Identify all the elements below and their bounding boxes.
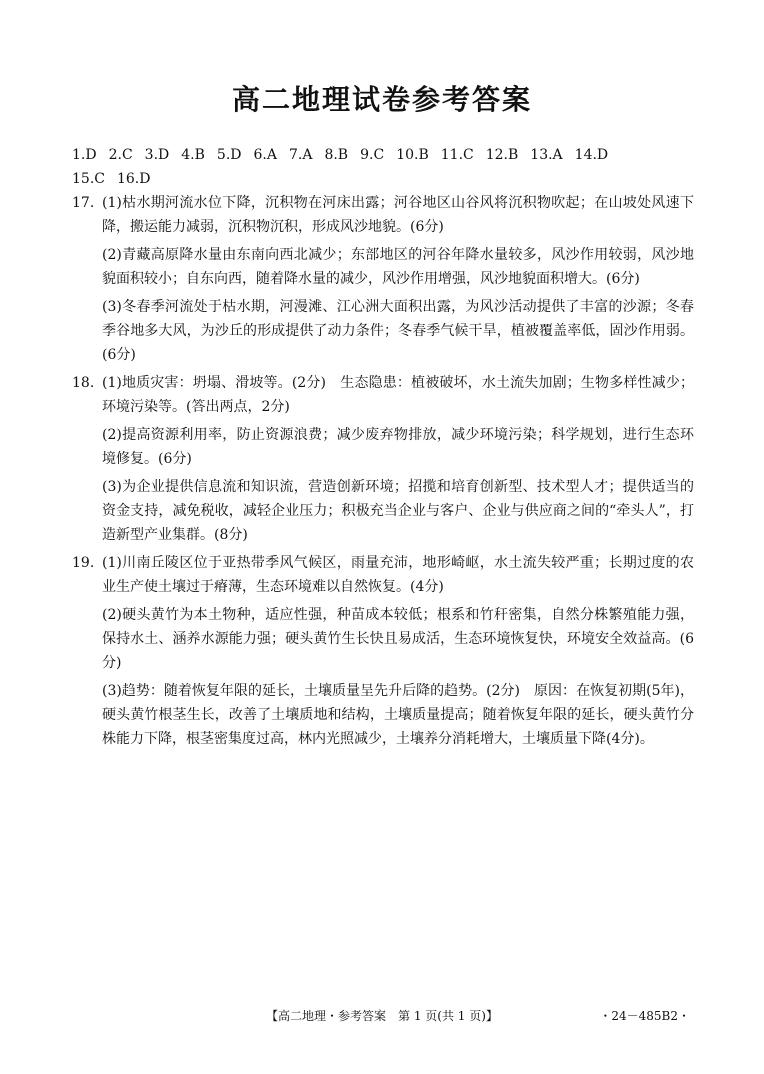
answer-part-2: (2)提高资源利用率，防止资源浪费；减少废弃物排放，减少环境污染；科学规划，进行生态环境修复。(6分) — [102, 427, 694, 467]
answer-part-3: (3)冬春季河流处于枯水期，河漫滩、江心洲大面积出露，为风沙活动提供了丰富的沙源；冬春季谷地多大风，为沙丘的形成提供了动力条件；冬春季气候干旱，植被覆盖率低，固沙作用弱。(6分) — [102, 299, 694, 363]
mc-line-1 — [72, 143, 694, 167]
mc-answer: 4.B — [181, 147, 205, 163]
mc-answer: 13.A — [530, 147, 563, 163]
answer-part-1: (1)枯水期河流水位下降，沉积物在河床出露；河谷地区山谷风将沉积物吹起；在山坡处风速下降，搬运能力减弱，沉积物沉积，形成风沙地貌。(6分) — [102, 195, 694, 235]
mc-answer: 1.D — [72, 147, 97, 163]
mc-answer: 3.D — [144, 147, 170, 163]
mc-answer: 12.B — [485, 147, 519, 163]
mc-answer: 10.B — [396, 147, 429, 163]
answer-part-3: (3)为企业提供信息流和知识流，营造创新环境；招揽和培育创新型、技术型人才；提供适当的资金支持，减免税收，减轻企业压力；积极充当企业与客户、企业与供应商之间的“牵头人”，打造新型产业集群。(8分) — [102, 479, 694, 543]
mc-answer: 11.C — [440, 147, 474, 163]
question-19 — [72, 551, 694, 755]
mc-answer: 7.A — [288, 147, 313, 163]
footer-page-info: 【高二地理・参考答案 第 1 页(共 1 页)】 — [266, 1009, 498, 1023]
mc-answer: 5.D — [216, 147, 242, 163]
page-title: 高二地理试卷参考答案 — [231, 83, 532, 116]
mc-answer: 6.A — [253, 147, 277, 163]
footer-exam-code: ・24－485B2・ — [599, 1009, 690, 1023]
mc-answer: 14.D — [574, 147, 609, 163]
mc-answer: 15.C — [72, 171, 105, 187]
question-number: 17. — [72, 195, 95, 211]
answer-part-2: (2)硬头黄竹为本土物种，适应性强，种苗成本较低；根系和竹秆密集，自然分株繁殖能力强，保持水土、涵养水源能力强；硬头黄竹生长快且易成活，生态环境恢复快，环境安全效益高。(6分) — [102, 607, 694, 671]
mc-answer: 8.B — [324, 147, 349, 163]
question-18 — [72, 371, 694, 551]
mc-answer: 16.D — [116, 171, 151, 187]
answer-part-1: (1)地质灾害：坍塌、滑坡等。(2分) 生态隐患：植被破坏，水土流失加剧；生物多样性减少；环境污染等。(答出两点，2分) — [102, 375, 694, 415]
mc-answer: 2.C — [108, 147, 133, 163]
mc-answer: 9.C — [360, 147, 385, 163]
answer-content — [72, 143, 694, 755]
answer-part-2: (2)青藏高原降水量由东南向西北减少；东部地区的河谷年降水量较多，风沙作用较弱，风沙地貌面积较小；自东向西，随着降水量的减少，风沙作用增强，风沙地貌面积增大。(6分) — [102, 247, 694, 287]
multiple-choice-answers — [72, 143, 694, 191]
answer-part-3: (3)趋势：随着恢复年限的延长，土壤质量呈先升后降的趋势。(2分) 原因：在恢复初期(5年)，硬头黄竹根茎生长，改善了土壤质地和结构，土壤质量提高；随着恢复年限的延长，硬头黄竹分株能力下降，根茎密集度过高，林内光照减少，土壤养分消耗增大，土壤质量下降(4分)。 — [102, 683, 694, 747]
answer-part-1: (1)川南丘陵区位于亚热带季风气候区，雨量充沛，地形崎岖，水土流失较严重；长期过度的农业生产使土壤过于瘠薄，生态环境难以自然恢复。(4分) — [102, 555, 694, 595]
page-footer — [0, 1007, 764, 1027]
question-17 — [72, 191, 694, 371]
question-number: 19. — [72, 555, 95, 571]
mc-line-2 — [72, 167, 694, 191]
question-number: 18. — [72, 375, 95, 391]
